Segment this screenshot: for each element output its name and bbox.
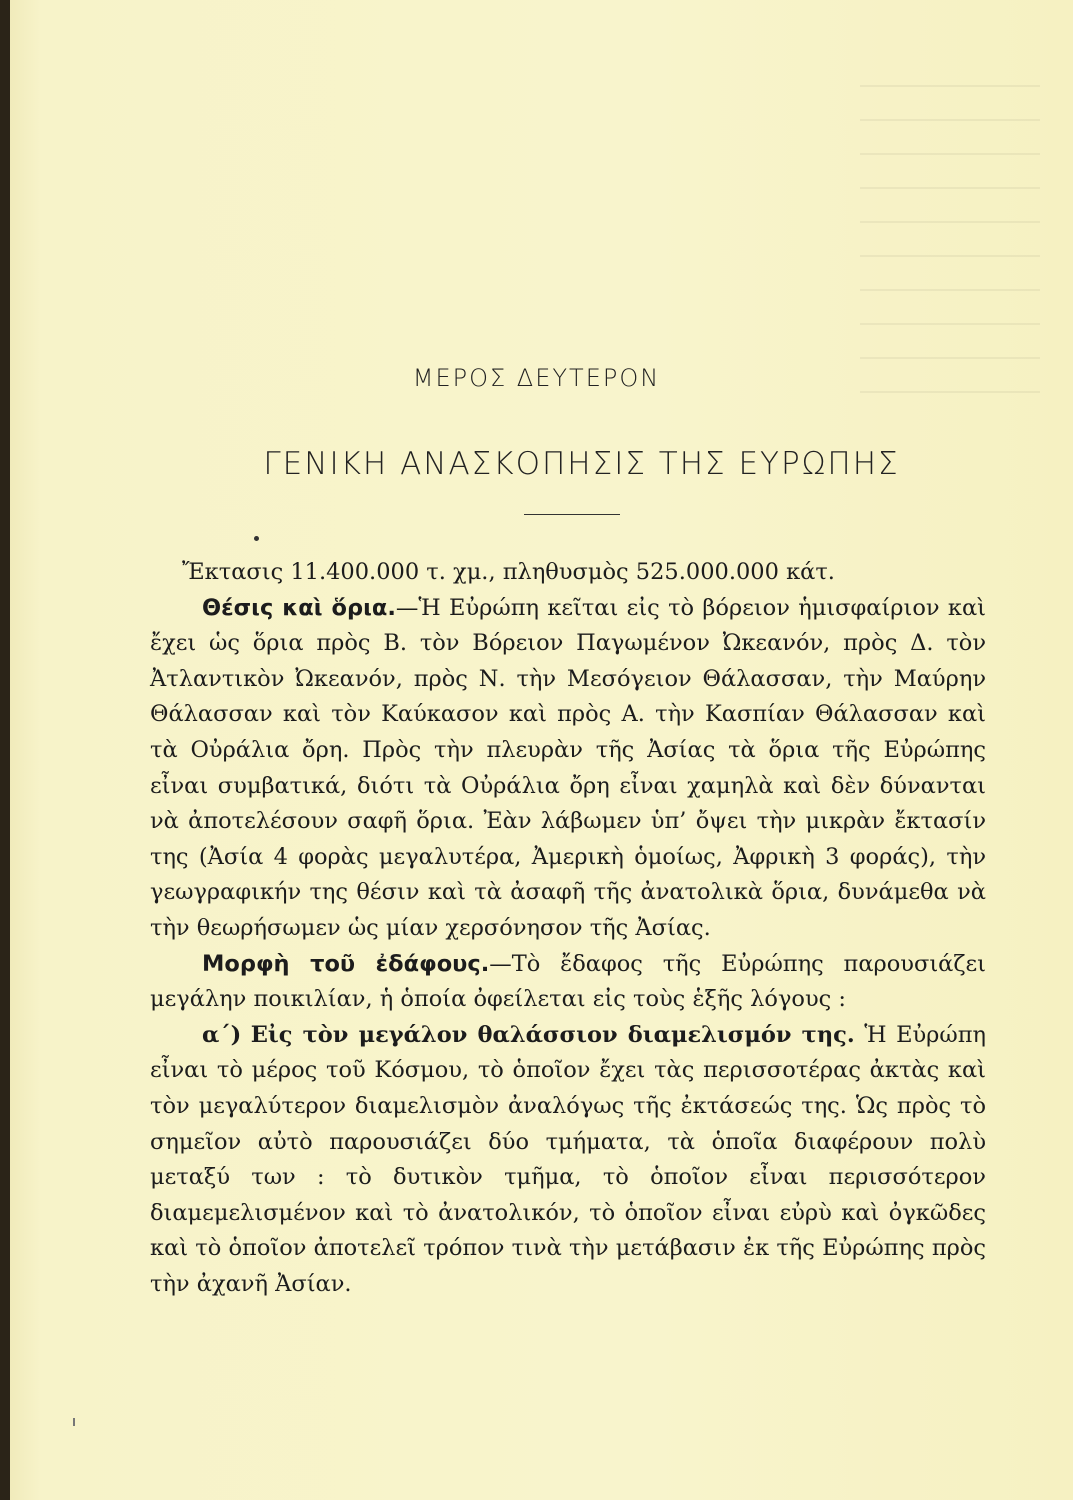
- print-speck: [73, 1418, 75, 1426]
- paragraph-text: —Τὸ ἔδαφος τῆς Εὐρώπης παρουσιάζει μεγάλην ποικιλίαν, ἡ ὁποία ὀφείλεται εἰς τοὺς ἑξῆς λόγους :: [150, 950, 987, 1013]
- paragraph-relief: [150, 947, 986, 1018]
- paragraph-text: Ἡ Εὐρώπη εἶναι τὸ μέρος τοῦ Κόσμου, τὸ ὁποῖον ἔχει τὰς περισσοτέρας ἀκτὰς καὶ τὸν μεγαλύτερον διαμελισμὸν ἀναλόγως τῆς ἐκτάσεώς της. Ὡς πρὸς τὸ σημεῖον αὐτὸ παρουσιάζει δύο τμήματα, τὰ ὁποῖα διαφέρουν πολὺ μεταξύ των : τὸ δυτικὸν τμῆμα, τὸ ὁποῖον εἶναι περισσότερον διαμεμελισμένον καὶ τὸ ἀνατολικόν, τὸ ὁποῖον εἶναι εὐρὺ καὶ ὀγκῶδες καὶ τὸ ὁποῖον ἀποτελεῖ τρόπον τινὰ τὴν μετάβασιν ἐκ τῆς Εὐρώπης πρὸς τὴν ἀχανῆ Ἀσίαν.: [150, 1021, 987, 1297]
- part-heading: ΜΕΡΟΣ ΔΕΥΤΕΡΟΝ: [412, 364, 661, 392]
- subsection-heading: Εἰς τὸν μεγάλον θαλάσσιον διαμελισμόν της.: [250, 1021, 855, 1048]
- paragraph-subsection-a: [150, 1018, 986, 1303]
- section-heading-position: Θέσις καὶ ὅρια.: [202, 594, 396, 621]
- print-speck: [254, 536, 259, 541]
- page-edge-shadow: [0, 0, 10, 1500]
- chapter-title: ΓΕΝΙΚΗ ΑΝΑΣΚΟΠΗΣΙΣ ΤΗΣ ΕΥΡΩΠΗΣ: [263, 446, 900, 482]
- paragraph-position-boundaries: [150, 591, 986, 947]
- body-text: [150, 555, 986, 1302]
- title-divider: [524, 514, 620, 515]
- paragraph-text: —Ἡ Εὐρώπη κεῖται εἰς τὸ βόρειον ἡμισφαίριον καὶ ἔχει ὡς ὅρια πρὸς Β. τὸν Βόρειον Παγωμένον Ὠκεανόν, πρὸς Δ. τὸν Ἀτλαντικὸν Ὠκεανόν, πρὸς Ν. τὴν Μεσόγειον Θάλασσαν, τὴν Μαύρην Θάλασσαν καὶ τὸν Καύκασον καὶ πρὸς Α. τὴν Κασπίαν Θάλασσαν καὶ τὰ Οὐράλια ὄρη. Πρὸς τὴν πλευρὰν τῆς Ἀσίας τὰ ὅρια τῆς Εὐρώπης εἶναι συμβατικά, διότι τὰ Οὐράλια ὄρη εἶναι χαμηλὰ καὶ δὲν δύνανται νὰ ἀποτελέσουν σαφῆ ὅρια. Ἐὰν λάβωμεν ὑπ’ ὄψει τὴν μικρὰν ἔκτασίν της (Ἀσία 4 φορὰς μεγαλυτέρα, Ἀμερικὴ ὁμοίως, Ἀφρικὴ 3 φοράς), τὴν γεωγραφικήν της θέσιν καὶ τὰ ἀσαφῆ τῆς ἀνατολικὰ ὅρια, δυνάμεθα νὰ τὴν θεωρήσωμεν ὡς μίαν χερσόνησον τῆς Ἀσίας.: [150, 594, 986, 941]
- extent-line: Ἔκτασις 11.400.000 τ. χμ., πληθυσμὸς 525.000.000 κάτ.: [182, 559, 835, 585]
- section-heading-relief: Μορφὴ τοῦ ἐδάφους.: [202, 950, 490, 977]
- subsection-label: α΄): [202, 1021, 242, 1048]
